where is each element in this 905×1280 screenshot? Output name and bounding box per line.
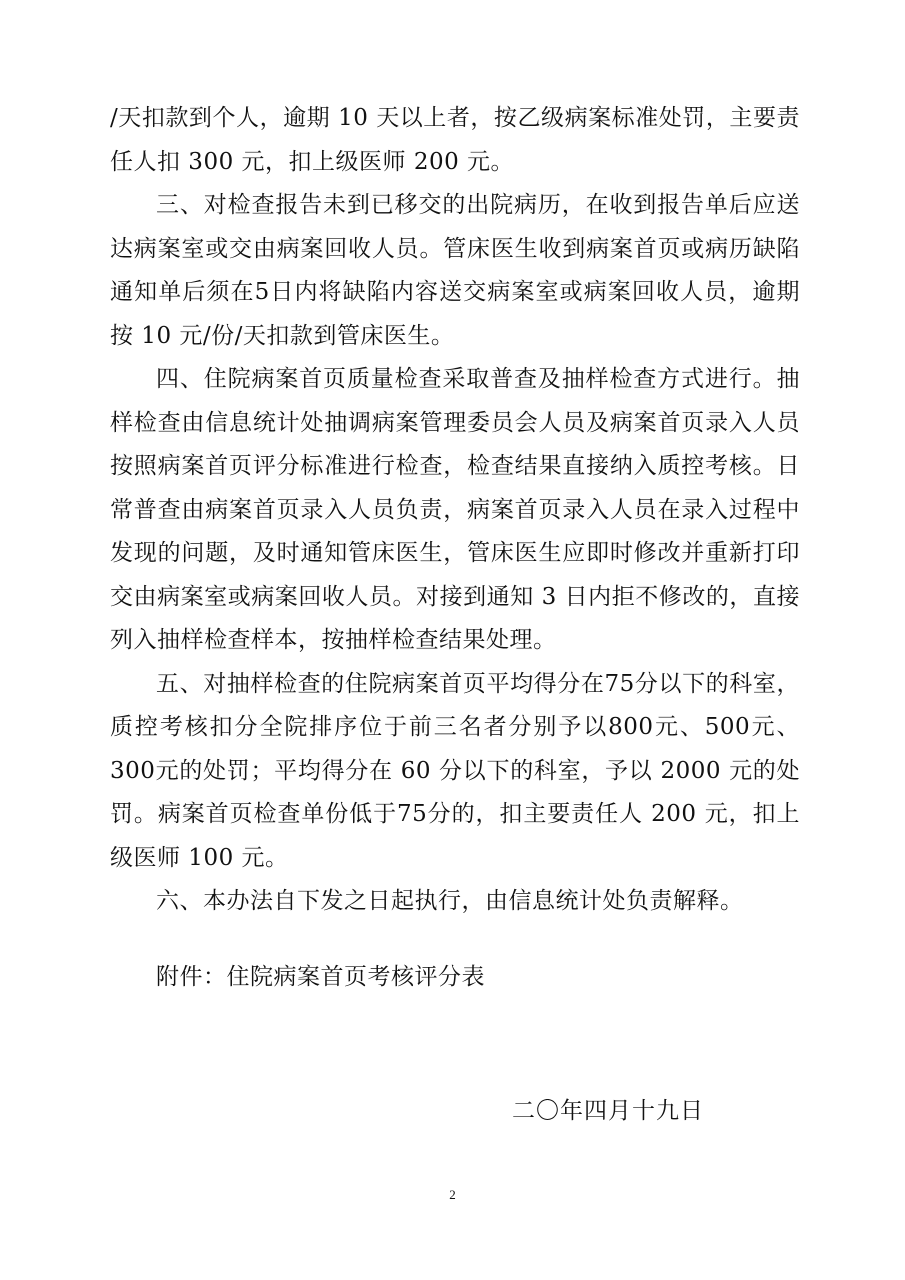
paragraph-continuation: /天扣款到个人，逾期 10 天以上者，按乙级病案标准处罚，主要责任人扣 300 元，扣上级医师 200 元。 [110,105,800,175]
page-number: 2 [449,1187,456,1202]
paragraph-section-5: 五、对抽样检查的住院病案首页平均得分在75分以下的科室，质控考核扣分全院排序位于前三名者分别予以800元、500元、300元的处罚；平均得分在 60 分以下的科室，予以 2000 元的处罚。病案首页检查单份低于75分的，扣主要责任人 200 元，扣上级医师 100 元。 [110,670,800,871]
paragraph-section-3: 三、对检查报告未到已移交的出院病历，在收到报告单后应送达病案室或交由病案回收人员。管床医生收到病案首页或病历缺陷通知单后须在5日内将缺陷内容送交病案室或病案回收人员，逾期按 10 元/份/天扣款到管床医生。 [110,192,800,349]
document-date: 二〇年四月十九日 [512,1098,704,1124]
document-body [110,97,800,924]
paragraph-section-6: 六、本办法自下发之日起执行，由信息统计处负责解释。 [156,888,744,914]
attachment-line: 附件：住院病案首页考核评分表 [156,964,485,990]
paragraph-section-4: 四、住院病案首页质量检查采取普查及抽样检查方式进行。抽样检查由信息统计处抽调病案管理委员会人员及病案首页录入人员按照病案首页评分标准进行检查，检查结果直接纳入质控考核。日常普查由病案首页录入人员负责，病案首页录入人员在录入过程中发现的问题，及时通知管床医生，管床医生应即时修改并重新打印交由病案室或病案回收人员。对接到通知 3 日内拒不修改的，直接列入抽样检查样本，按抽样检查结果处理。 [110,366,800,653]
